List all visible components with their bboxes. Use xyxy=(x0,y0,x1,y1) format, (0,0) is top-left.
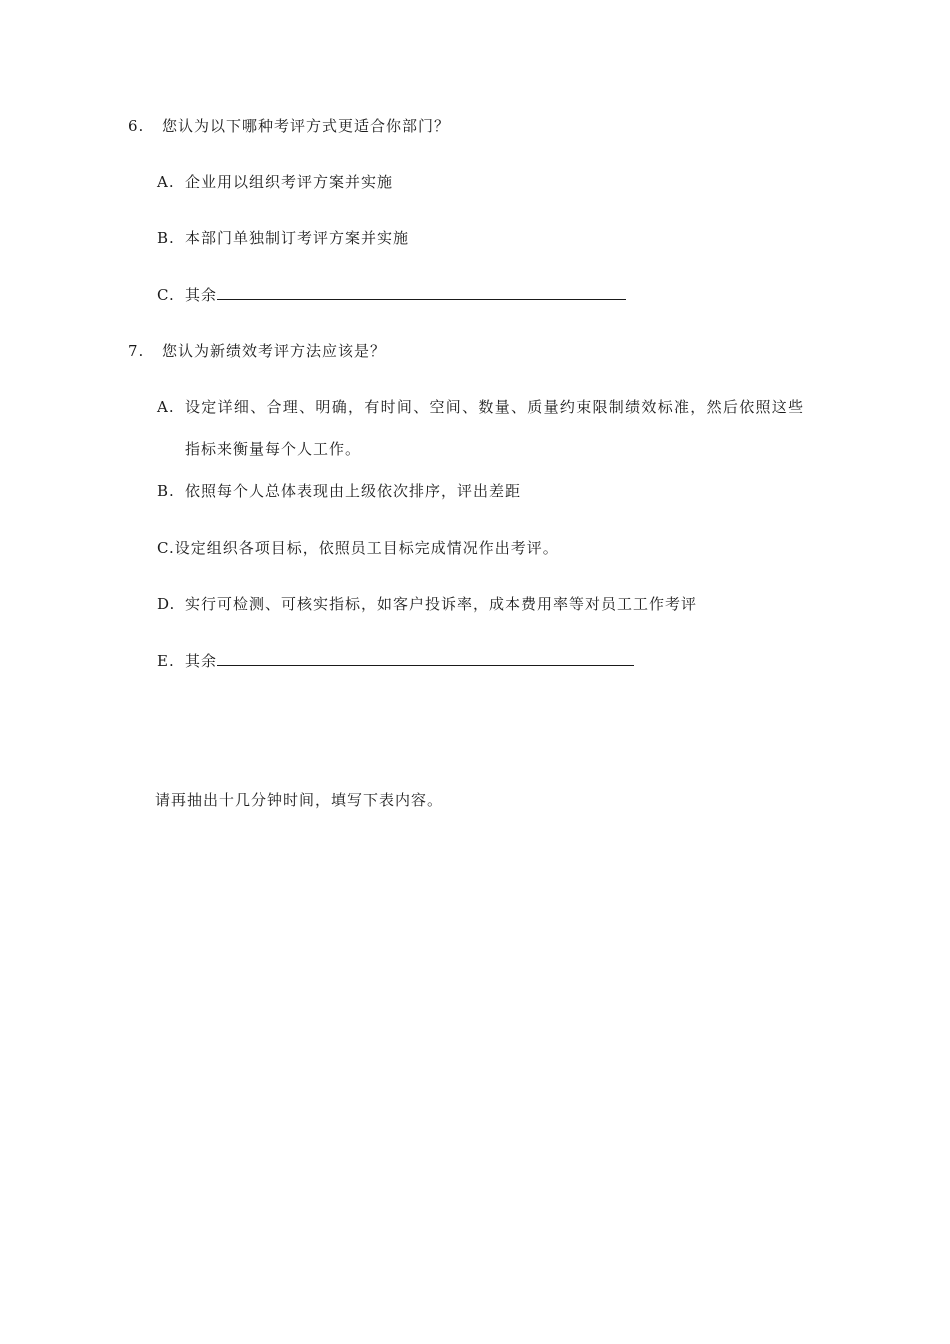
q7-option-c xyxy=(157,538,559,558)
option-label: C. xyxy=(157,286,175,304)
option-label: A. xyxy=(157,398,175,416)
fill-in-blank[interactable] xyxy=(217,650,634,666)
option-label: A. xyxy=(157,173,175,191)
option-text-continued: 指标来衡量每个人工作。 xyxy=(185,440,362,458)
option-text: 本部门单独制订考评方案并实施 xyxy=(185,229,410,247)
option-text: 企业用以组织考评方案并实施 xyxy=(185,173,394,191)
question-number: 6. xyxy=(128,117,145,135)
q7-option-e xyxy=(157,650,634,671)
option-text: 设定组织各项目标，依照员工目标完成情况作出考评。 xyxy=(174,539,559,557)
option-text: 其余 xyxy=(185,286,218,304)
q7-option-d xyxy=(157,594,697,614)
option-label: B. xyxy=(157,482,175,500)
option-text: 其余 xyxy=(185,652,218,670)
q7-option-b xyxy=(157,481,521,501)
q6-option-b xyxy=(157,228,409,248)
option-label: E. xyxy=(157,652,175,670)
option-label: C. xyxy=(157,539,175,557)
instruction-note: 请再抽出十几分钟时间，填写下表内容。 xyxy=(155,791,444,809)
question-text: 您认为新绩效考评方法应该是？ xyxy=(162,342,387,360)
q7-option-a-continuation xyxy=(185,439,361,459)
option-label: D. xyxy=(157,595,176,613)
option-text: 实行可检测、可核实指标，如客户投诉率，成本费用率等对员工工作考评 xyxy=(185,595,698,613)
q6-option-c xyxy=(157,284,626,305)
q7-option-a xyxy=(157,397,804,417)
question-6 xyxy=(128,116,450,136)
question-7 xyxy=(128,341,386,361)
option-text: 依照每个人总体表现由上级依次排序，评出差距 xyxy=(185,482,522,500)
question-number: 7. xyxy=(128,342,145,360)
question-text: 您认为以下哪种考评方式更适合你部门？ xyxy=(162,117,451,135)
fill-in-blank[interactable] xyxy=(217,284,626,300)
q6-option-a xyxy=(157,172,393,192)
option-label: B. xyxy=(157,229,175,247)
option-text: 设定详细、合理、明确，有时间、空间、数量、质量约束限制绩效标准，然后依照这些 xyxy=(185,398,805,416)
